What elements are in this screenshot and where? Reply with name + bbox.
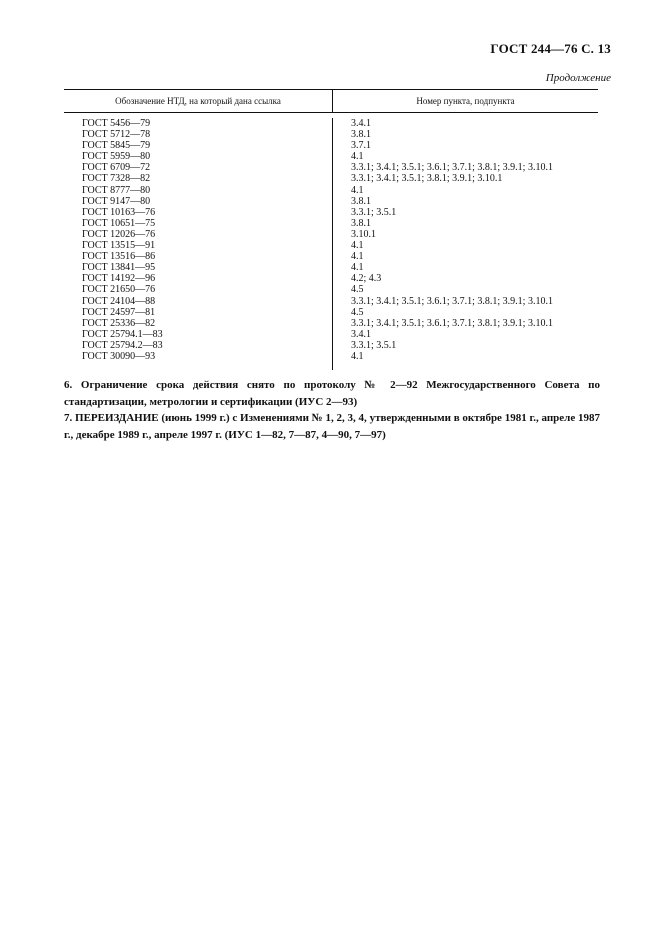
table-cell-document: ГОСТ 7328—82: [82, 173, 151, 185]
table-cell-items: 4.1: [351, 251, 364, 263]
items-column: [333, 118, 598, 370]
column-header-items: Номер пункта, подпункта: [416, 96, 515, 106]
table-cell-items: 3.8.1: [351, 129, 371, 141]
table-cell-items: 4.5: [351, 306, 364, 318]
table-cell-document: ГОСТ 25794.2—83: [82, 339, 163, 351]
table-cell-items: 3.4.1: [351, 328, 371, 340]
table-cell-items: 4.1: [351, 350, 364, 362]
note-text: Ограничение срока действия снято по протоколу № 2—92 Межгосударственного Совета по стандартизации, метрологии и сертификации (ИУС 2—93): [64, 379, 600, 408]
note-6: [64, 377, 600, 411]
table-cell-document: ГОСТ 24104—88: [82, 295, 156, 307]
table-cell-document: ГОСТ 12026—76: [82, 228, 156, 240]
table-cell-document: ГОСТ 13841—95: [82, 262, 156, 274]
table-cell-document: ГОСТ 9147—80: [82, 195, 151, 207]
table-cell-items: 4.5: [351, 284, 364, 296]
table-cell-document: ГОСТ 5712—78: [82, 129, 151, 141]
table-cell-document: ГОСТ 25794.1—83: [82, 328, 163, 340]
table-body: [64, 113, 598, 370]
table-cell-items: 4.2; 4.3: [351, 273, 382, 285]
table-cell-items: 4.1: [351, 262, 364, 274]
table-cell-document: ГОСТ 30090—93: [82, 350, 156, 362]
table-cell-items: 3.3.1; 3.5.1: [351, 339, 397, 351]
table-cell-items: 3.4.1: [351, 118, 371, 129]
table-cell-document: ГОСТ 6709—72: [82, 162, 151, 174]
table-cell-items: 3.3.1; 3.4.1; 3.5.1; 3.6.1; 3.7.1; 3.8.1; 3.9.1; 3.10.1: [351, 162, 553, 174]
table-header: [64, 89, 598, 113]
table-cell-items: 3.3.1; 3.4.1; 3.5.1; 3.6.1; 3.7.1; 3.8.1; 3.9.1; 3.10.1: [351, 295, 553, 307]
document-column: [64, 118, 333, 370]
note-7: [64, 410, 600, 444]
table-cell-document: ГОСТ 25336—82: [82, 317, 156, 329]
table-cell-document: ГОСТ 10163—76: [82, 206, 156, 218]
page-title: ГОСТ 244—76 С. 13: [490, 41, 611, 56]
table-cell-items: 4.1: [351, 240, 364, 252]
note-number: 7.: [64, 412, 73, 424]
table-cell-items: 3.7.1: [351, 140, 371, 152]
table-cell-document: ГОСТ 13516—86: [82, 251, 156, 263]
table-cell-items: 3.3.1; 3.4.1; 3.5.1; 3.6.1; 3.7.1; 3.8.1; 3.9.1; 3.10.1: [351, 317, 553, 329]
table-cell-document: ГОСТ 21650—76: [82, 284, 156, 296]
continuation-label: Продолжение: [545, 72, 611, 84]
table-cell-items: 3.10.1: [351, 228, 376, 240]
table-cell-document: ГОСТ 24597—81: [82, 306, 156, 318]
table-cell-document: ГОСТ 5845—79: [82, 140, 151, 152]
note-text: ПЕРЕИЗДАНИЕ (июнь 1999 г.) с Изменениями № 1, 2, 3, 4, утвержденными в октябре 1981 г., апреле 1987 г., декабре 1989 г., апреле 1997 г. (ИУС 1—82, 7—87, 4—90, 7—97): [64, 412, 600, 441]
table-cell-document: ГОСТ 10651—75: [82, 217, 156, 229]
table-cell-document: ГОСТ 5959—80: [82, 151, 151, 163]
note-number: 6.: [64, 379, 73, 391]
table-cell-document: ГОСТ 14192—96: [82, 273, 156, 285]
table-cell-items: 3.8.1: [351, 217, 371, 229]
table-cell-items: 4.1: [351, 151, 364, 163]
column-header-document: Обозначение НТД, на который дана ссылка: [64, 90, 333, 112]
table-cell-document: ГОСТ 5456—79: [82, 118, 151, 129]
table-cell-items: 4.1: [351, 184, 364, 196]
table-cell-document: ГОСТ 13515—91: [82, 240, 156, 252]
table-cell-items: 3.3.1; 3.5.1: [351, 206, 397, 218]
table-cell-items: 3.8.1: [351, 195, 371, 207]
references-table: [64, 89, 598, 370]
table-cell-document: ГОСТ 8777—80: [82, 184, 151, 196]
table-cell-items: 3.3.1; 3.4.1; 3.5.1; 3.8.1; 3.9.1; 3.10.1: [351, 173, 503, 185]
